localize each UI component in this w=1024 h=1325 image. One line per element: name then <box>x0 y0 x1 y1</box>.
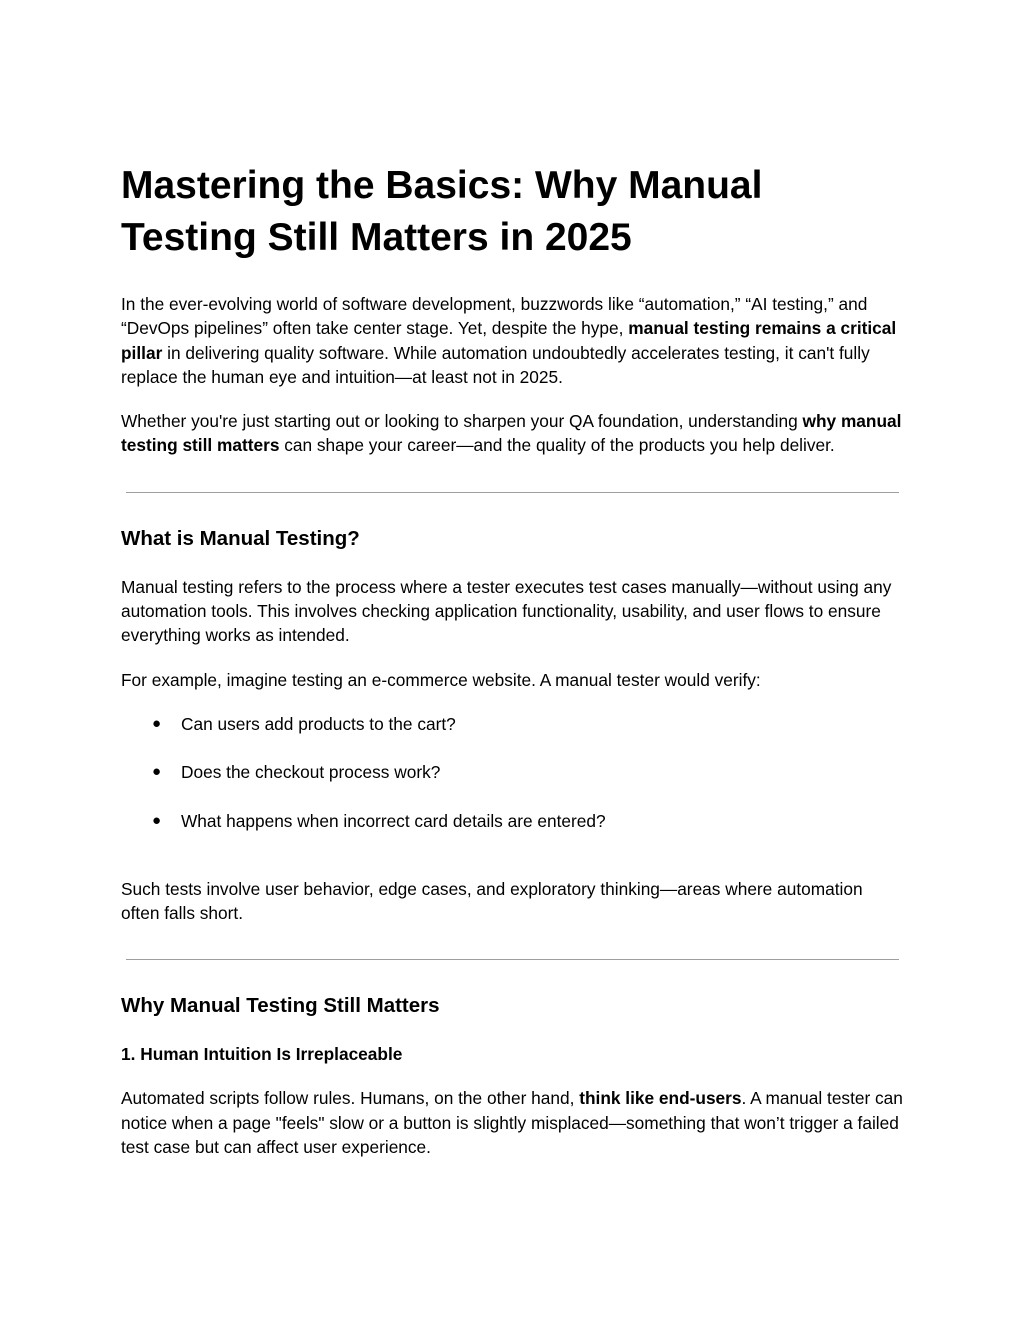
page-title: Mastering the Basics: Why Manual Testing Still Matters in 2025 <box>121 164 763 259</box>
document-page <box>121 160 903 1179</box>
divider-1 <box>126 492 899 493</box>
intro-text-1b: in delivering quality software. While automation undoubtedly accelerates testing, it can't fully replace the human eye and intuition—at least not in 2025. <box>121 342 870 387</box>
section1-paragraph-1: Manual testing refers to the process where a tester executes test cases manually—without using any automation tools. This involves checking application functionality, usability, and user flows to ensure everything works as intended. <box>121 576 892 646</box>
bullet-icon: ● <box>152 763 162 781</box>
intro-text-2a: Whether you're just starting out or looking to sharpen your QA foundation, understanding <box>121 411 803 432</box>
intro-paragraph-2 <box>121 409 903 458</box>
list-item-text: Can users add products to the cart? <box>181 713 456 734</box>
section-heading-what-is: What is Manual Testing? <box>121 526 360 550</box>
bullet-icon: ● <box>152 811 162 829</box>
list-item <box>121 712 903 736</box>
intro-paragraph-1 <box>121 292 903 389</box>
intro-bold-1: manual testing remains a critical pillar <box>121 318 897 363</box>
section1-paragraph-2: For example, imagine testing an e-commerce website. A manual tester would verify: <box>121 669 761 690</box>
section2-paragraph-1 <box>121 1086 903 1159</box>
list-item <box>121 760 903 784</box>
intro-bold-2: why manual testing still matters <box>121 411 902 456</box>
list-item-text: What happens when incorrect card details are entered? <box>181 810 606 831</box>
bullet-icon: ● <box>152 714 162 732</box>
intro-text-2b: can shape your career—and the quality of the products you help deliver. <box>279 435 835 456</box>
section-heading-why-matters: Why Manual Testing Still Matters <box>121 994 440 1018</box>
list-item <box>121 809 903 833</box>
example-list <box>121 712 903 833</box>
list-item-text: Does the checkout process work? <box>181 762 441 783</box>
section2-text-1b: . A manual tester can notice when a page "feels" slow or a button is slightly misplaced—something that won’t trigger a failed test case but can affect user experience. <box>121 1088 903 1158</box>
section2-bold-1: think like end-users <box>579 1088 742 1109</box>
section1-paragraph-3: Such tests involve user behavior, edge cases, and exploratory thinking—areas where automation often falls short. <box>121 878 863 924</box>
section2-text-1a: Automated scripts follow rules. Humans, on the other hand, <box>121 1088 580 1109</box>
divider-2 <box>126 959 899 960</box>
intro-text-1a: In the ever-evolving world of software development, buzzwords like “automation,” “AI testing,” and “DevOps pipelines” often take center stage. Yet, despite the hype, <box>121 294 868 339</box>
subheading-human-intuition: 1. Human Intuition Is Irreplaceable <box>121 1044 403 1065</box>
